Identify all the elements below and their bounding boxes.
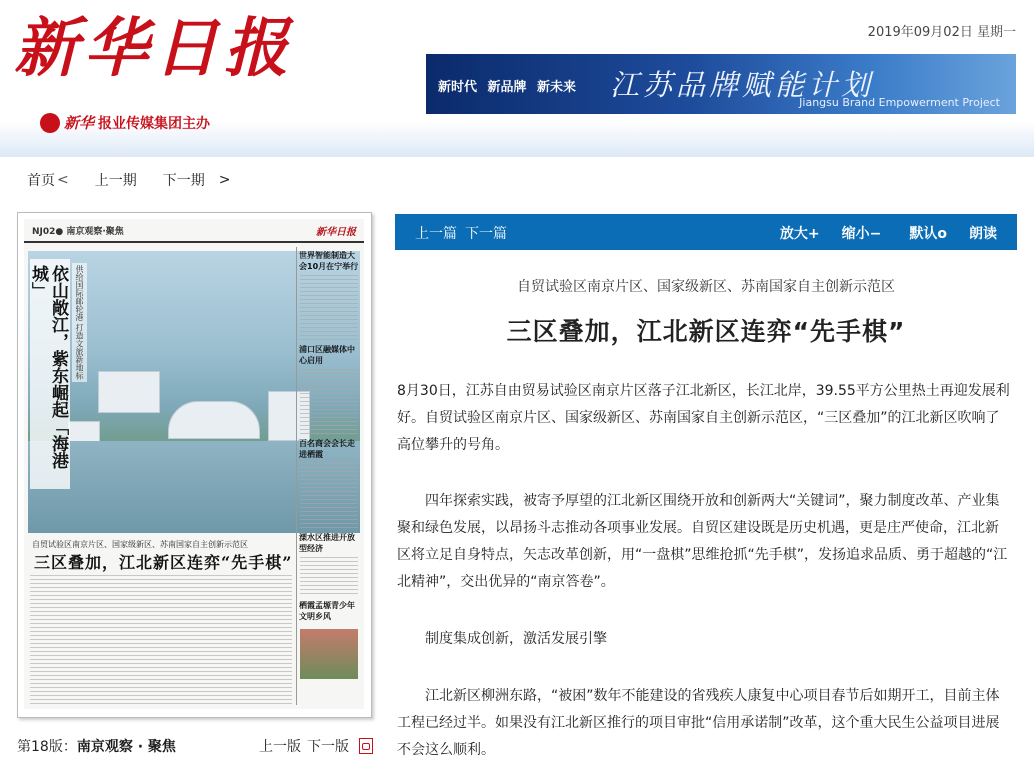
thumb-headline[interactable]: 三区叠加，江北新区连弈“先手棋” bbox=[34, 553, 293, 572]
page-nav bbox=[259, 736, 373, 756]
thumb-side-column: 世界智能制造大会10月在宁举行 浦口区融媒体中心启用 百名商会会长走进栖霞 溧水区推进开放型经济 栖霞孟塬青少年文明乡风 bbox=[296, 247, 361, 705]
article-title: 三区叠加，江北新区连弈“先手棋” bbox=[506, 317, 906, 346]
banner-calligraphy: 江苏品牌赋能计划 bbox=[610, 68, 875, 102]
article-subheading: 制度集成创新，激活发展引擎 bbox=[425, 631, 607, 647]
article-paragraph: 江北新区柳洲东路，“被困”数年不能建设的省残疾人康复中心项目春节后如期开工，目前主体工程已经过半。如果没有江北新区推行的项目审批“信用承诺制”改革，这个重大民生公益项目进展不会这么顺利。 bbox=[397, 688, 1000, 758]
chevron-right-icon: > bbox=[218, 172, 231, 188]
prev-issue-link[interactable]: 上一期 bbox=[94, 173, 137, 189]
article-kicker: 自贸试验区南京片区、国家级新区、苏南国家自主创新示范区 bbox=[517, 279, 895, 295]
chevron-left-icon: < bbox=[57, 172, 69, 188]
brand-banner[interactable] bbox=[426, 54, 1016, 114]
issue-date: 2019年09月02日 星期一 bbox=[867, 25, 1016, 40]
site-header bbox=[0, 0, 1034, 156]
next-article-link[interactable]: 下一篇 bbox=[465, 226, 507, 242]
publisher-text: 报业传媒集团主办 bbox=[98, 115, 211, 132]
article-toolbar bbox=[395, 214, 1017, 250]
thumb-vertical-subtitle: 供给国际邮轮港 打造文旅新地标 bbox=[72, 263, 87, 382]
home-link[interactable]: 首页 bbox=[27, 173, 55, 189]
publisher-brand: 新华 bbox=[64, 114, 95, 132]
publisher-line bbox=[40, 112, 210, 133]
prev-page-link[interactable]: 上一版 bbox=[259, 739, 301, 755]
read-aloud-button[interactable]: 朗读 bbox=[969, 226, 997, 242]
thumb-body-text bbox=[30, 575, 292, 705]
page-section-link[interactable]: 南京观察 · 聚焦 bbox=[76, 739, 176, 755]
page-label: 第18版：南京观察 · 聚焦 bbox=[17, 739, 176, 755]
article-paragraph: 四年探索实践，被寄予厚望的江北新区围绕开放和创新两大“关键词”，聚力制度改革、产业集聚和绿色发展，以昂扬斗志推动各项事业发展。自贸区建设既是历史机遇，更是庄严使命，江北新区将立足自身特点，矢志改革创新，用“一盘棋”思维抢抓“先手棋”，发扬追求品质、勇于超越的“江北精神”，交出优异的“南京答卷”。 bbox=[397, 493, 1008, 590]
zoom-in-button[interactable]: 放大+ bbox=[779, 226, 820, 242]
banner-english: Jiangsu Brand Empowerment Project bbox=[799, 96, 1000, 109]
banner-slogans: 新时代 新品牌 新未来 bbox=[438, 80, 577, 95]
article-paragraph: 8月30日，江苏自由贸易试验区南京片区落子江北新区，长江北岸，39.55平方公里热土再迎发展利好。自贸试验区南京片区、国家级新区、苏南国家自主创新示范区，“三区叠加”的江北新区吹响了高位攀升的号角。 bbox=[397, 383, 1010, 453]
thumb-kicker: 自贸试验区南京片区、国家级新区、苏南国家自主创新示范区 bbox=[32, 540, 248, 549]
issue-nav bbox=[0, 156, 1034, 203]
zoom-out-button[interactable]: 缩小− bbox=[841, 226, 882, 242]
pdf-icon[interactable] bbox=[359, 738, 373, 754]
page-thumbnail[interactable] bbox=[17, 212, 372, 718]
default-size-button[interactable]: 默认o bbox=[909, 226, 947, 242]
next-page-link[interactable]: 下一版 bbox=[307, 739, 349, 755]
thumb-masthead: NJ02● 南京观察·聚焦 新华日报 bbox=[24, 219, 364, 243]
thumb-vertical-title: 依山敞江，紫东崛起「海港城」 bbox=[30, 259, 70, 489]
prev-article-link[interactable]: 上一篇 bbox=[415, 226, 457, 242]
newspaper-logo[interactable]: 新华日报 bbox=[14, 11, 294, 86]
thumb-side-photo bbox=[300, 629, 358, 679]
next-issue-link[interactable]: 下一期 bbox=[162, 173, 205, 189]
publisher-emblem-icon bbox=[40, 113, 60, 133]
